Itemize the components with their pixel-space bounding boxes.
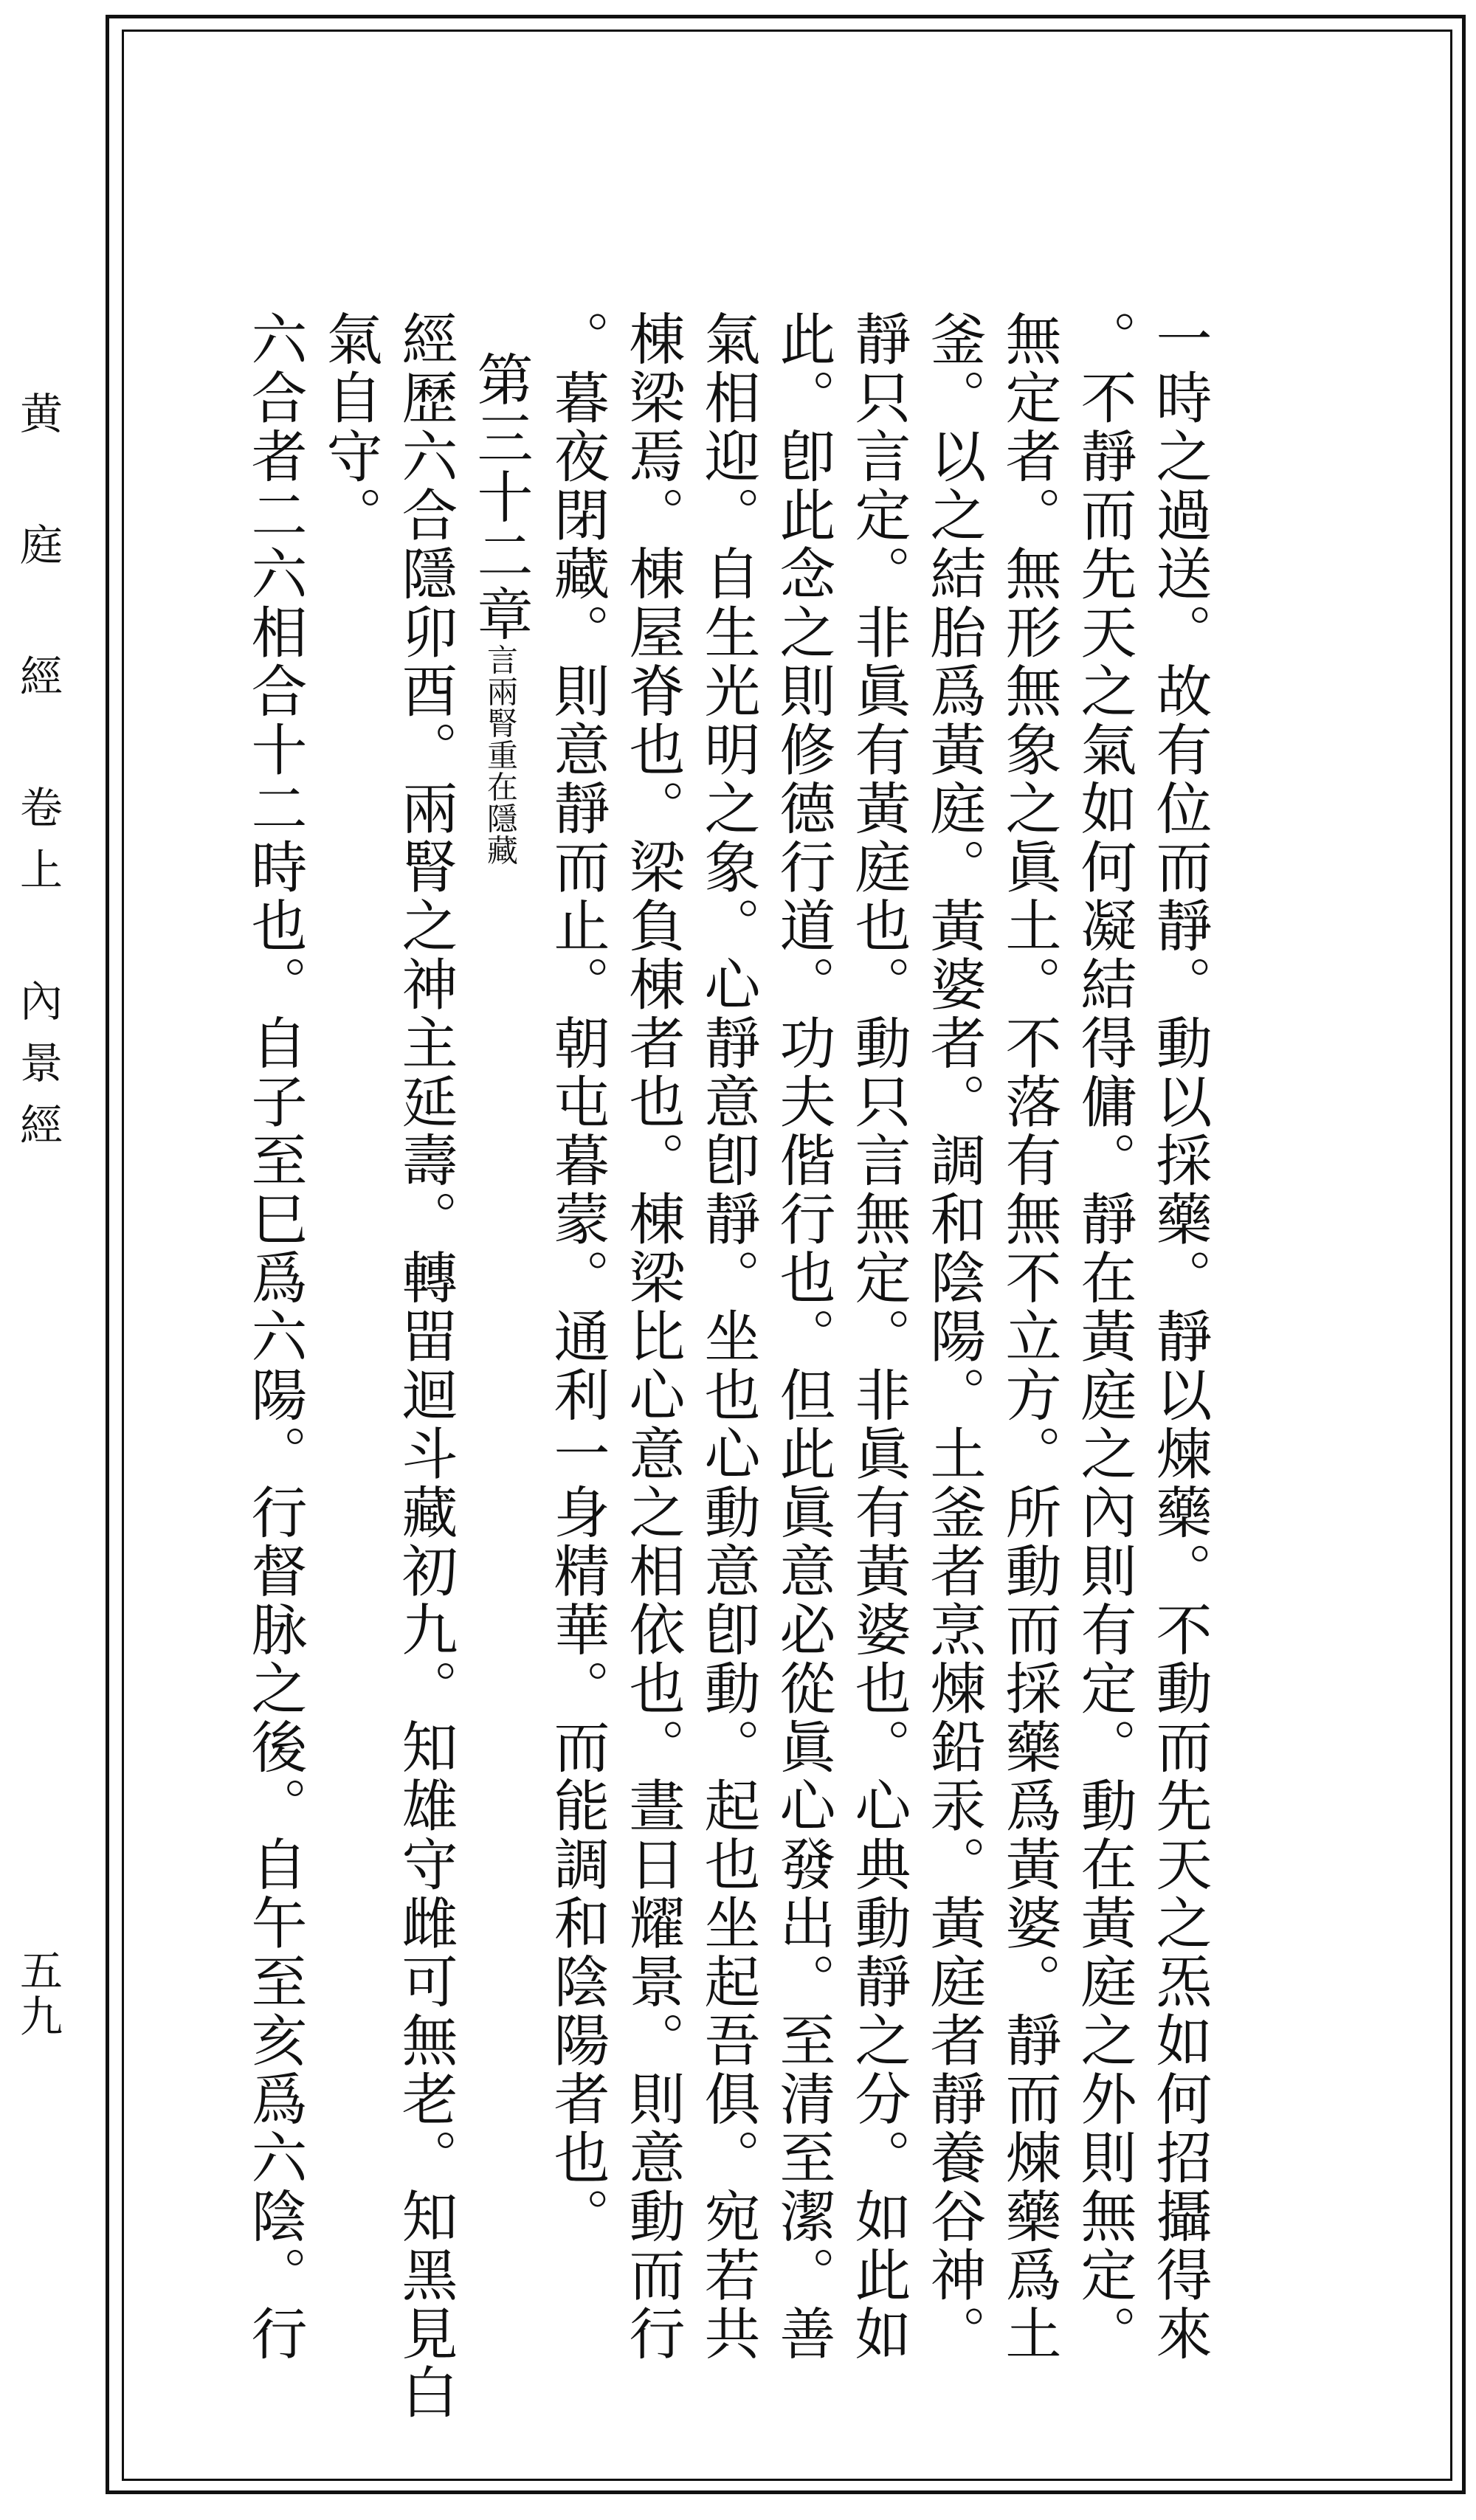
text-column-6: 此。卽此念之則修德行道。功夫偕行也。但此眞意必從眞心發出。至清至潔。善 <box>770 310 836 2364</box>
chapter-title: 第三十二章 <box>468 351 534 644</box>
text-column-10: 經歷六合隱卯酉。兩腎之神主延壽。轉㽞迴斗藏初九。知雄守雌可無老。知黑見白 <box>393 310 458 2422</box>
text-column-11: 氣自守。 <box>317 310 383 545</box>
text-column-3: 無定者。無形無象之眞土。不落有無不立方。所動而採藥爲黃婆。靜而煉藥爲土 <box>996 310 1062 2364</box>
text-column-5: 靜只言定。非眞有黃庭也。動只言無定。非眞有黃婆也。心典動靜之分。如此如 <box>846 310 911 2364</box>
text-column-9: 。暮夜閉藏。則意靜而止。朝屯暮蒙。通利一身精華。而能調和陰陽者也。 <box>545 310 610 2246</box>
text-column-8: 棟梁焉。棟屋脊也。梁負棟者也。棟梁比心意之相依也。晝日耀景。則意動而行 <box>620 310 686 2364</box>
text-column-12: 六合者二六相合十二時也。自子至巳爲六陽。行督脉之後。自午至亥爲六陰。行 <box>242 310 308 2364</box>
margin-running-title: 黄 庭 經 卷上 內景經 <box>13 391 63 1164</box>
chapter-heading <box>468 351 534 866</box>
text-column-7: 氣相迎。自生光明之象。心靜意卽靜。坐也心動意卽動。起也坐起吾俱。宛若共 <box>695 310 761 2364</box>
text-column-1: 一時之過送。故有位而靜。動以採藥。靜以煉藥。不動而先天之炁如何招攝得來 <box>1147 310 1213 2364</box>
page-number: 五九 <box>13 1948 63 2040</box>
text-column-2: 。不靜而先天之氣如何凝結得傭。靜在黃庭之內則有定。動在黃庭之外則無定。 <box>1072 310 1137 2364</box>
text-column-4: 釜。以之結胎爲黃庭。黃婆者。調和陰陽。土釜者烹煉鉛汞。黃庭者靜養谷神。 <box>921 310 987 2364</box>
chapter-note: 言兩腎重在隱藏 <box>483 643 519 866</box>
